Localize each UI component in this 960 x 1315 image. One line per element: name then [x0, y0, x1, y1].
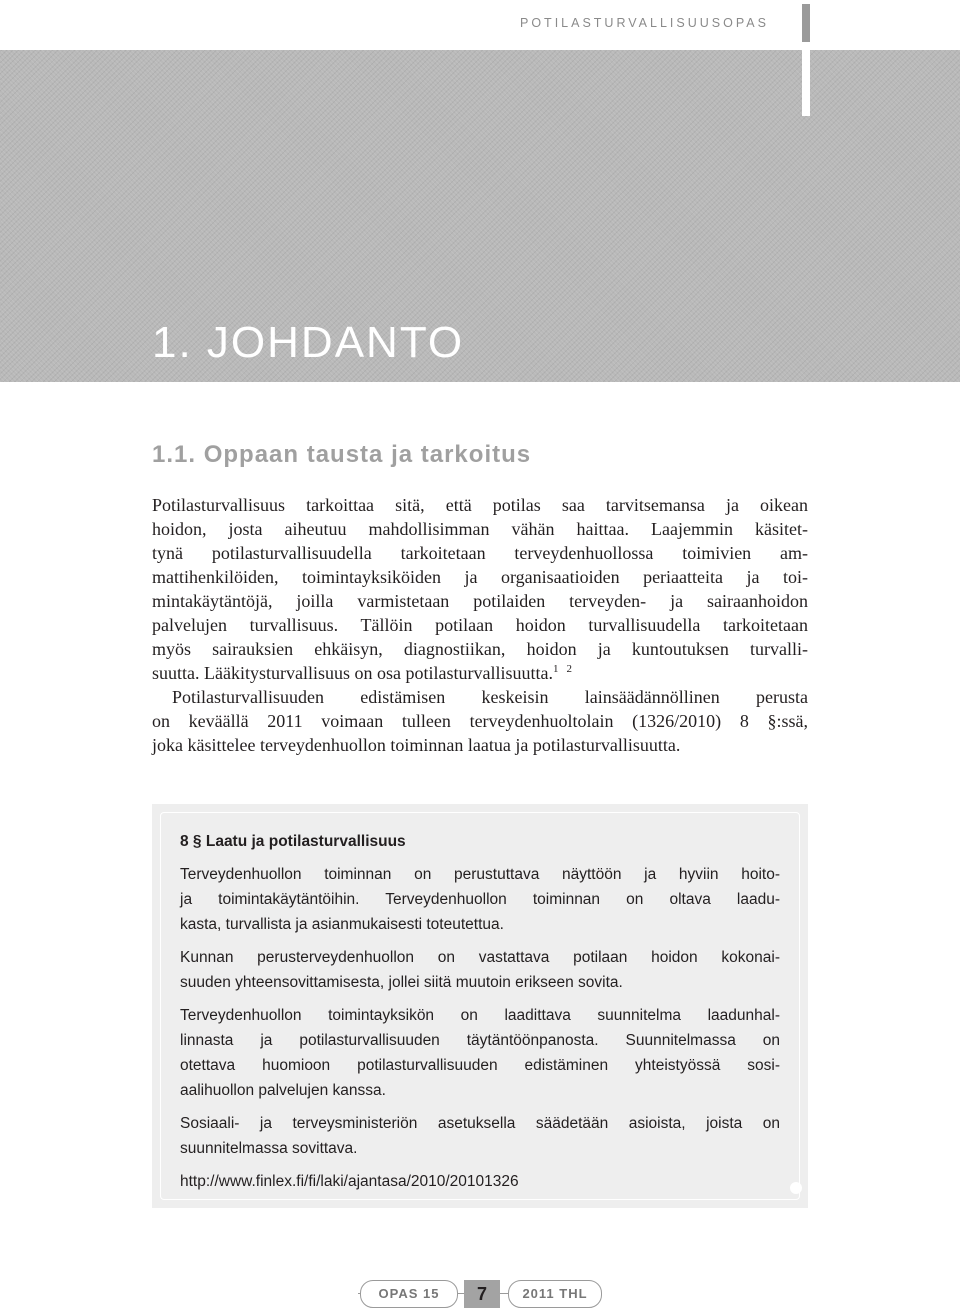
body-line: mattihenkilöiden, toimintayksiköiden ja organisaatioiden periaatteita ja toi- — [152, 567, 808, 587]
chapter-banner — [0, 50, 960, 382]
law-text-line: Terveydenhuollon toimintayksikön on laadittava suunnitelma laadunhal- — [180, 1007, 780, 1024]
law-text-line: Sosiaali- ja terveysministeriön asetuksella säädetään asioista, joista on — [180, 1115, 780, 1132]
law-text-line: otettava huomioon potilasturvallisuuden edistäminen yhteistyössä sosi- — [180, 1057, 780, 1074]
law-text-line: linnasta ja potilasturvallisuuden täytäntöönpanosta. Suunnitelmassa on — [180, 1032, 780, 1049]
running-head: POTILASTURVALLISUUSOPAS — [520, 16, 769, 30]
body-line: suutta. Lääkitysturvallisuus on osa potilasturvallisuutta. — [152, 663, 553, 683]
law-text-line: ja toimintakäytäntöihin. Terveydenhuollon toiminnan on oltava laadu- — [180, 891, 780, 908]
page-footer — [0, 1280, 960, 1308]
footnote-ref[interactable]: 2 — [566, 663, 572, 675]
chapter-title: 1. JOHDANTO — [152, 318, 465, 367]
law-excerpt-content — [180, 829, 780, 1194]
body-line: tynä potilasturvallisuudella tarkoitetaan terveydenhuollossa toimivien am- — [152, 543, 808, 563]
body-text — [152, 493, 808, 757]
box-corner-dot — [790, 1182, 802, 1194]
body-line: myös sairauksien ehkäisyn, diagnostiikan, hoidon ja kuntoutuksen turvalli- — [152, 639, 808, 659]
body-line: mintakäytäntöjä, joilla varmistetaan potilaiden terveyden- ja sairaanhoidon — [152, 591, 808, 611]
body-line-with-footnotes — [152, 661, 808, 685]
page-number: 7 — [464, 1280, 500, 1308]
law-text-line: suuden yhteensovittamisesta, jollei siitä muutoin erikseen sovita. — [180, 974, 623, 991]
banner-mark-decoration — [802, 50, 810, 116]
section-title: 1.1. Oppaan tausta ja tarkoitus — [152, 441, 532, 468]
body-line: Potilasturvallisuuden edistämisen keskeisin lainsäädännöllinen perusta — [172, 687, 808, 707]
body-line: Potilasturvallisuus tarkoittaa sitä, että potilas saa tarvitsemansa ja oikean — [152, 495, 808, 515]
top-rule-decoration — [802, 4, 810, 42]
footnote-ref[interactable]: 1 — [552, 663, 559, 675]
law-text-line: aalihuollon palvelujen kanssa. — [180, 1082, 386, 1099]
body-line: hoidon, josta aiheutuu mahdollisimman vähän haittaa. Laajemmin käsitet- — [152, 519, 808, 539]
body-line: palvelujen turvallisuus. Tällöin potilaan hoidon turvallisuudella tarkoitetaan — [152, 615, 808, 635]
law-text-line: kasta, turvallista ja asianmukaisesti toteutettua. — [180, 916, 504, 933]
law-text-line: Terveydenhuollon toiminnan on perustuttava näyttöön ja hyviin hoito- — [180, 866, 780, 883]
body-line: on keväällä 2011 voimaan tulleen terveydenhuoltolain (1326/2010) 8 §:ssä, — [152, 711, 808, 731]
footer-series-label: OPAS 15 — [360, 1280, 458, 1308]
body-line: joka käsittelee terveydenhuollon toiminnan laatua ja potilasturvallisuutta. — [152, 735, 681, 755]
footer-publisher-label: 2011 THL — [508, 1280, 602, 1308]
law-section-heading: 8 § Laatu ja potilasturvallisuus — [180, 833, 406, 850]
law-text-line: suunnitelmassa sovittava. — [180, 1140, 358, 1157]
finlex-link[interactable]: http://www.finlex.fi/fi/laki/ajantasa/2010/20101326 — [180, 1173, 519, 1190]
law-text-line: Kunnan perusterveydenhuollon on vastattava potilaan hoidon kokonai- — [180, 949, 780, 966]
